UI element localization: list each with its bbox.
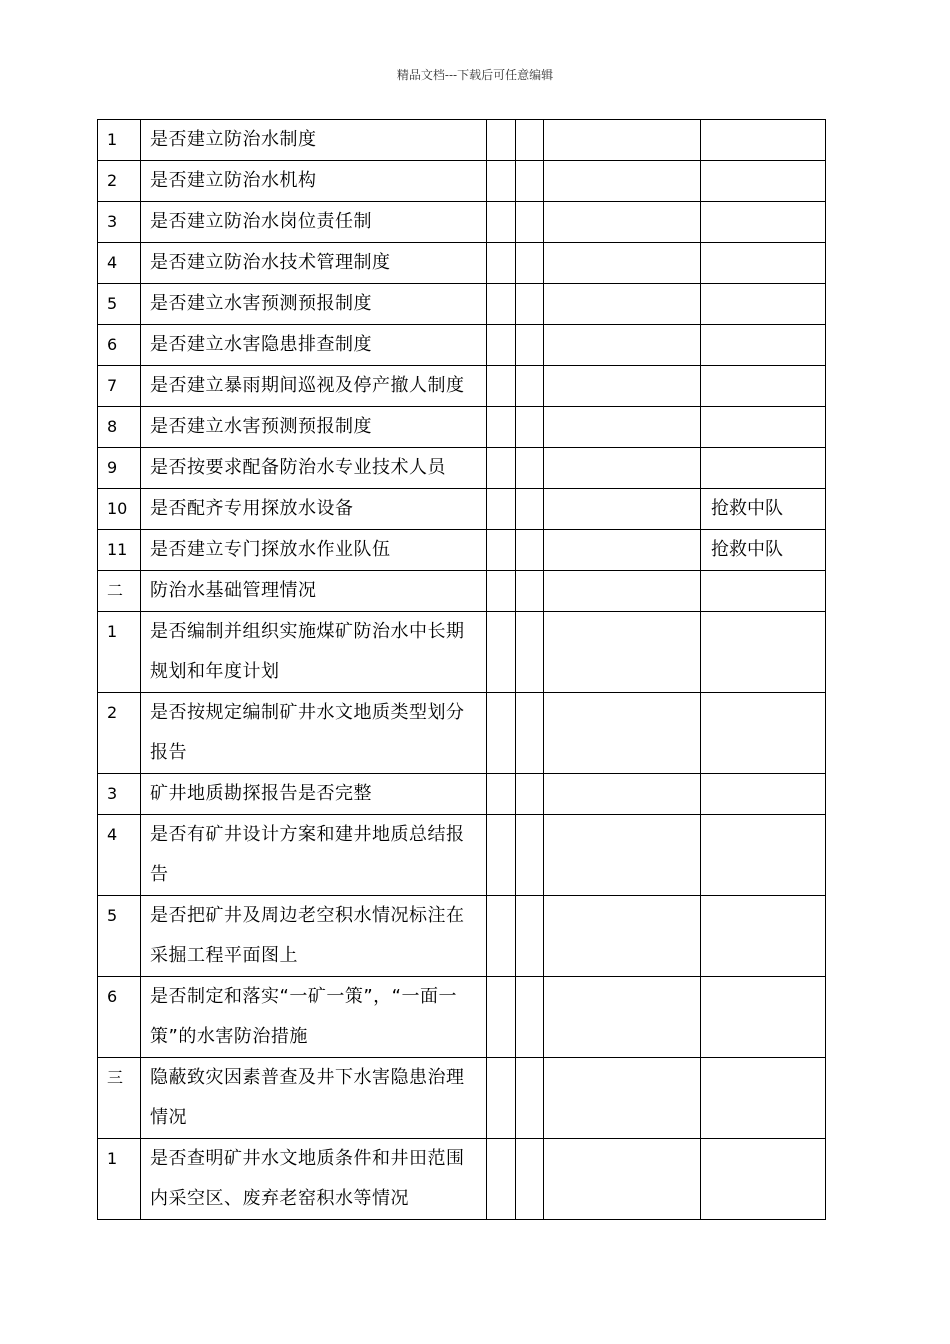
row-item-cell: 是否建立暴雨期间巡视及停产撤人制度 <box>141 366 487 407</box>
row-item-cell: 是否按要求配备防治水专业技术人员 <box>141 448 487 489</box>
row-item-cell: 是否建立水害预测预报制度 <box>141 284 487 325</box>
blank-cell-b <box>516 612 544 693</box>
row-note-cell <box>701 448 826 489</box>
blank-cell-b <box>516 284 544 325</box>
blank-cell-b <box>516 571 544 612</box>
row-number-cell: 4 <box>98 815 141 896</box>
table-row <box>98 896 826 977</box>
table-row <box>98 161 826 202</box>
table-row <box>98 815 826 896</box>
blank-cell-c <box>544 366 701 407</box>
row-number-cell: 6 <box>98 977 141 1058</box>
page-header: 精品文档---下载后可任意编辑 <box>396 68 554 82</box>
blank-cell-b <box>516 1139 544 1220</box>
row-item-cell: 是否建立专门探放水作业队伍 <box>141 530 487 571</box>
blank-cell-b <box>516 693 544 774</box>
row-number-cell: 8 <box>98 407 141 448</box>
table-row <box>98 243 826 284</box>
blank-cell-a <box>487 1139 516 1220</box>
blank-cell-b <box>516 1058 544 1139</box>
row-number-cell: 10 <box>98 489 141 530</box>
row-note-cell <box>701 571 826 612</box>
row-number-cell: 4 <box>98 243 141 284</box>
table-row <box>98 120 826 161</box>
row-note-cell <box>701 612 826 693</box>
row-number-cell: 1 <box>98 1139 141 1220</box>
blank-cell-b <box>516 489 544 530</box>
blank-cell-b <box>516 366 544 407</box>
blank-cell-a <box>487 243 516 284</box>
row-note-cell <box>701 774 826 815</box>
row-number-cell: 2 <box>98 693 141 774</box>
row-note-cell <box>701 815 826 896</box>
row-note-cell <box>701 325 826 366</box>
row-item-cell: 是否制定和落实“一矿一策”，“一面一策”的水害防治措施 <box>141 977 487 1058</box>
row-note-cell <box>701 896 826 977</box>
blank-cell-a <box>487 612 516 693</box>
blank-cell-a <box>487 284 516 325</box>
table-row <box>98 530 826 571</box>
blank-cell-a <box>487 530 516 571</box>
blank-cell-c <box>544 977 701 1058</box>
blank-cell-c <box>544 202 701 243</box>
table-body <box>98 120 826 1220</box>
table-row <box>98 774 826 815</box>
blank-cell-a <box>487 571 516 612</box>
row-number-cell: 5 <box>98 896 141 977</box>
blank-cell-b <box>516 243 544 284</box>
blank-cell-c <box>544 489 701 530</box>
blank-cell-a <box>487 693 516 774</box>
blank-cell-a <box>487 489 516 530</box>
blank-cell-b <box>516 325 544 366</box>
blank-cell-a <box>487 161 516 202</box>
table-row <box>98 1058 826 1139</box>
row-number-cell: 2 <box>98 161 141 202</box>
row-item-cell: 是否编制并组织实施煤矿防治水中长期规划和年度计划 <box>141 612 487 693</box>
blank-cell-b <box>516 530 544 571</box>
blank-cell-c <box>544 1058 701 1139</box>
row-item-cell: 防治水基础管理情况 <box>141 571 487 612</box>
blank-cell-a <box>487 815 516 896</box>
blank-cell-c <box>544 896 701 977</box>
blank-cell-c <box>544 448 701 489</box>
row-number-cell: 1 <box>98 120 141 161</box>
table-row <box>98 1139 826 1220</box>
table-row <box>98 571 826 612</box>
row-item-cell: 隐蔽致灾因素普查及井下水害隐患治理情况 <box>141 1058 487 1139</box>
row-note-cell <box>701 366 826 407</box>
blank-cell-b <box>516 120 544 161</box>
row-item-cell: 是否建立水害隐患排查制度 <box>141 325 487 366</box>
blank-cell-c <box>544 120 701 161</box>
blank-cell-a <box>487 202 516 243</box>
row-item-cell: 矿井地质勘探报告是否完整 <box>141 774 487 815</box>
blank-cell-b <box>516 448 544 489</box>
row-item-cell: 是否查明矿井水文地质条件和井田范围内采空区、废弃老窑积水等情况 <box>141 1139 487 1220</box>
blank-cell-c <box>544 530 701 571</box>
row-item-cell: 是否按规定编制矿井水文地质类型划分报告 <box>141 693 487 774</box>
row-number-cell: 1 <box>98 612 141 693</box>
row-note-cell <box>701 284 826 325</box>
row-number-cell: 5 <box>98 284 141 325</box>
blank-cell-b <box>516 896 544 977</box>
row-item-cell: 是否把矿井及周边老空积水情况标注在采掘工程平面图上 <box>141 896 487 977</box>
blank-cell-c <box>544 693 701 774</box>
table-row <box>98 325 826 366</box>
row-item-cell: 是否建立防治水制度 <box>141 120 487 161</box>
row-number-cell: 9 <box>98 448 141 489</box>
blank-cell-c <box>544 407 701 448</box>
table-row <box>98 407 826 448</box>
row-number-cell: 7 <box>98 366 141 407</box>
inspection-table <box>97 119 826 1220</box>
blank-cell-a <box>487 120 516 161</box>
row-note-cell: 抢救中队 <box>701 489 826 530</box>
row-item-cell: 是否建立防治水技术管理制度 <box>141 243 487 284</box>
blank-cell-a <box>487 1058 516 1139</box>
row-note-cell <box>701 407 826 448</box>
row-note-cell <box>701 243 826 284</box>
table-row <box>98 284 826 325</box>
table-row <box>98 977 826 1058</box>
blank-cell-b <box>516 161 544 202</box>
table-row <box>98 366 826 407</box>
blank-cell-a <box>487 977 516 1058</box>
blank-cell-c <box>544 815 701 896</box>
blank-cell-a <box>487 774 516 815</box>
blank-cell-a <box>487 407 516 448</box>
blank-cell-a <box>487 896 516 977</box>
table-row <box>98 489 826 530</box>
row-item-cell: 是否建立防治水岗位责任制 <box>141 202 487 243</box>
row-note-cell <box>701 977 826 1058</box>
row-note-cell <box>701 1139 826 1220</box>
row-item-cell: 是否建立水害预测预报制度 <box>141 407 487 448</box>
row-note-cell: 抢救中队 <box>701 530 826 571</box>
blank-cell-c <box>544 325 701 366</box>
row-number-cell: 6 <box>98 325 141 366</box>
blank-cell-c <box>544 1139 701 1220</box>
row-note-cell <box>701 120 826 161</box>
row-item-cell: 是否有矿井设计方案和建井地质总结报告 <box>141 815 487 896</box>
table-row <box>98 202 826 243</box>
blank-cell-b <box>516 977 544 1058</box>
blank-cell-c <box>544 284 701 325</box>
row-number-cell: 3 <box>98 202 141 243</box>
blank-cell-b <box>516 774 544 815</box>
row-note-cell <box>701 693 826 774</box>
blank-cell-a <box>487 366 516 407</box>
row-note-cell <box>701 161 826 202</box>
row-number-cell: 11 <box>98 530 141 571</box>
blank-cell-a <box>487 325 516 366</box>
row-note-cell <box>701 202 826 243</box>
row-number-cell: 二 <box>98 571 141 612</box>
blank-cell-c <box>544 571 701 612</box>
blank-cell-b <box>516 202 544 243</box>
row-number-cell: 3 <box>98 774 141 815</box>
table-row <box>98 693 826 774</box>
table-row <box>98 448 826 489</box>
row-note-cell <box>701 1058 826 1139</box>
blank-cell-b <box>516 407 544 448</box>
row-item-cell: 是否配齐专用探放水设备 <box>141 489 487 530</box>
blank-cell-c <box>544 774 701 815</box>
blank-cell-b <box>516 815 544 896</box>
blank-cell-c <box>544 612 701 693</box>
table-row <box>98 612 826 693</box>
row-item-cell: 是否建立防治水机构 <box>141 161 487 202</box>
blank-cell-a <box>487 448 516 489</box>
blank-cell-c <box>544 243 701 284</box>
row-number-cell: 三 <box>98 1058 141 1139</box>
blank-cell-c <box>544 161 701 202</box>
